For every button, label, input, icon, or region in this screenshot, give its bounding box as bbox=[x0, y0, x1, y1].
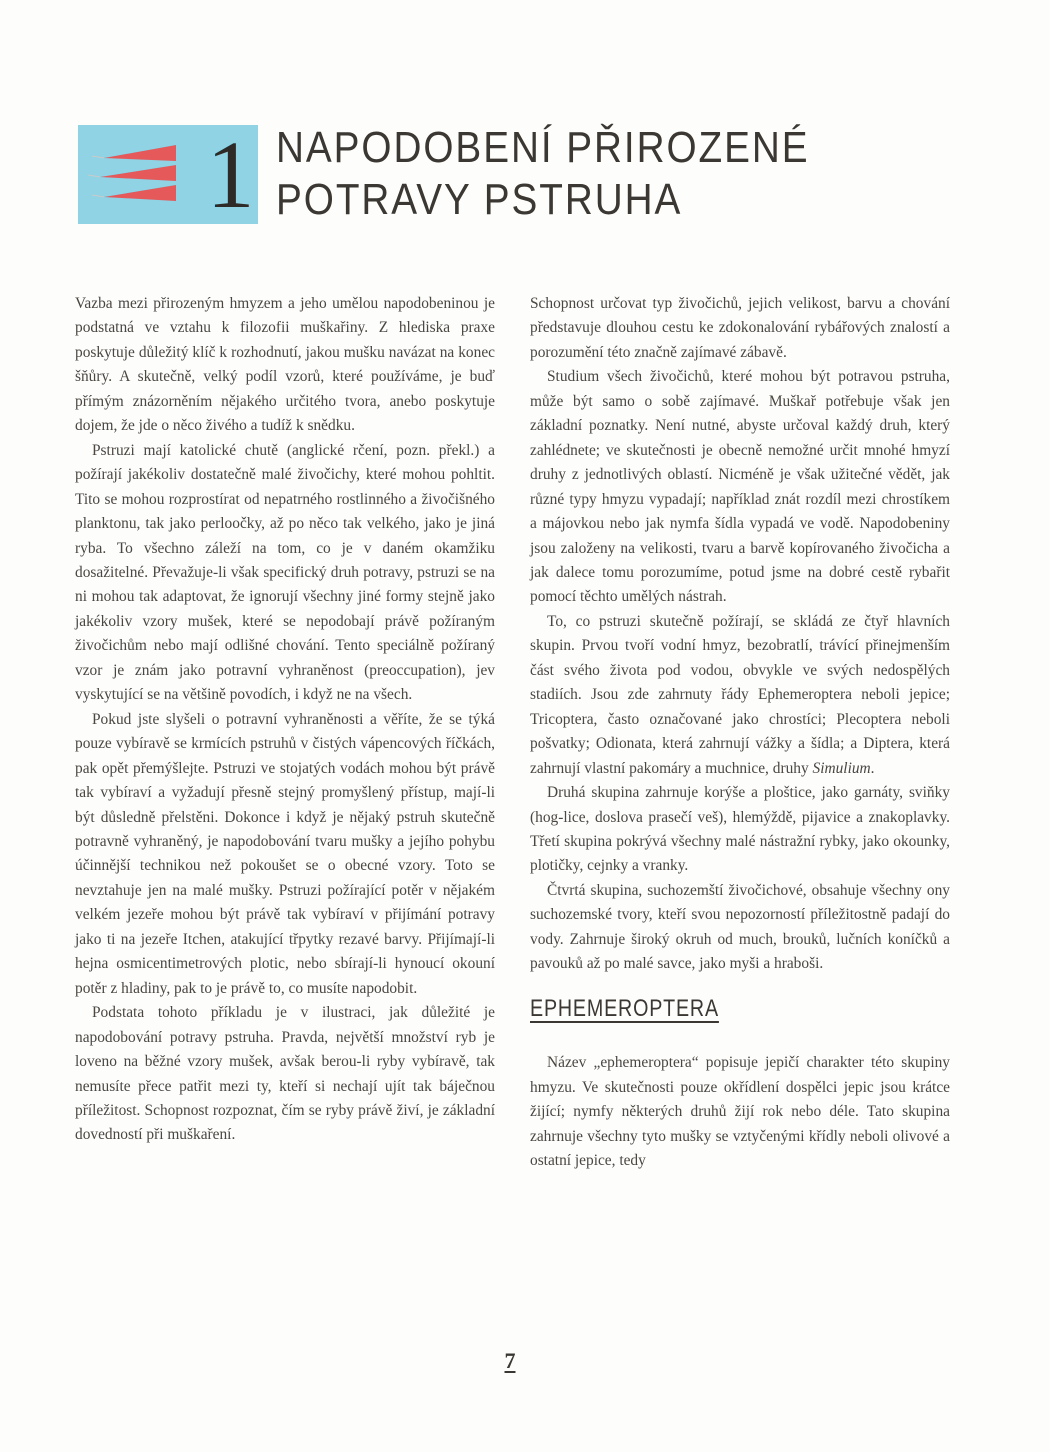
chapter-number: 1 bbox=[206, 121, 255, 228]
paragraph: Druhá skupina zahrnuje korýše a ploštice, jako garnáty, sviňky (hog-lice, doslova prasečí veš), hlemýždě, pijavice a znakoplavky. Třetí skupina pokrývá všechny malé nástražní rybky, jako okounky, plotičky, cejnky a vranky. bbox=[530, 784, 950, 875]
chapter-title: NAPODOBENÍ PŘIROZENÉ POTRAVY PSTRUHA bbox=[276, 123, 810, 224]
paragraph: Název „ephemeroptera“ popisuje jepičí charakter této skupiny hmyzu. Ve skutečnosti pouze okřídlení dospělci jepic jsou krátce žijící; nymfy některých druhů žijí rok nebo déle. Tato skupina zahrnuje všechny tyto mušky se vztyčenými křídly neboli olivové a ostatní jepice, tedy bbox=[530, 1054, 950, 1169]
stripe-3 bbox=[104, 185, 176, 201]
paragraph-groups bbox=[530, 610, 950, 781]
chapter-badge bbox=[78, 121, 258, 228]
chapter-stripes-graphic bbox=[78, 125, 203, 224]
paragraph-text: To, co pstruzi skutečně požírají, se skládá ze čtyř hlavních skupin. Prvou tvoří vodní hmyz, bezobratlí, trávící přinejmenším část svého života pod vodou, obvykle ve svých nedospělých stadiích. Jsou zde zahrnuty řády Ephemeroptera neboli jepice; Tricoptera, často označované jako chrostíci; Plecoptera neboli pošvatky; Odionata, která zahrnují vážky a šídla; a Diptera, která zahrnují vlastní pakomáry a muchnice, druhy bbox=[530, 612, 950, 777]
paragraph: Studium všech živočichů, které mohou být potravou pstruha, může být samo o sobě zajímavé. Muškař potřebuje však jen základní poznatky. Není nutné, abyste určoval každý druh, který zahlédnete; ve skutečnosti je obecně nemožné určit mnohé hmyzí druhy z jednotlivých oblastí. Nicméně je však užitečné vědět, jak různé typy hmyzu vypadají; například znát rozdíl mezi chrostíkem a májovkou nebo jak nymfa šídla vypadá ve vodě. Napodobeniny jsou založeny na velikosti, tvaru a barvě kopírovaného živočicha a jak dalece tomu porozumíme, potud jsme na dobré cestě rybařit pomocí těchto umělých nástrah. bbox=[530, 368, 950, 606]
paragraph-text: . bbox=[870, 759, 875, 777]
paragraph: Pokud jste slyšeli o potravní vyhraněnosti a věříte, že se týká pouze vybíravě se krmících pstruhů v čistých vápencových říčkách, pak opět přemýšlejte. Pstruzi ve stojatých vodách mohou být právě tak vybíraví a vyžadují přesně stejný promyšlený přístup, mají-li být důsledně přelstěni. Dokonce i když je nějaký pstruh skutečně potravně vyhraněný, je napodobování tvaru mušky a jejího pohybu účinnější technikou než pokoušet se o obecné vzory. Toto se nevztahuje jen na malé mušky. Pstruzi požírající potěr v nějakém velkém jezeře mohou být právě tak vybíraví v přijímání potravy jako ti na jezeře Itchen, atakující třpytky rezavé barvy. Přijímají-li hejna osmicentimetrových plotic, nebo sbírají-li hynoucí okouní potěr z hladiny, pak to je právě to, co musíte napodobit. bbox=[75, 710, 495, 997]
paragraph: Schopnost určovat typ živočichů, jejich velikost, barvu a chování představuje dlouhou cestu ke zdokonalování rybářových znalostí a porozumění této značně zajímavé zábavě. bbox=[530, 295, 950, 361]
right-column bbox=[530, 292, 950, 1173]
paragraph: Podstata tohoto příkladu je v ilustraci, jak důležité je napodobování potravy pstruha. Pravda, největší množství ryb je loveno na běžné vzory mušek, avšak berou-li ryby vybíravě, tak nemusíte přece patřit mezi ty, kteří si nechají ujít tak báječnou příležitost. Schopnost rozpoznat, čím se ryby právě živí, je základní dovedností při muškaření. bbox=[75, 1004, 495, 1144]
paragraph: Čtvrtá skupina, suchozemští živočichové, obsahuje všechny ony suchozemské tvory, kteří svou nepozorností příležitostně padají do vody. Zahrnuje široký okruh od much, brouků, lučních koníčků a pavouků až po malé savce, jako myši a hraboši. bbox=[530, 881, 950, 973]
species-name: Simulium bbox=[812, 759, 871, 777]
paragraph: Pstruzi mají katolické chutě (anglické rčení, pozn. překl.) a požírají jakékoliv dostatečně malé živočichy, které mohou pohltit. Tito se mohou rozprostírat od nepatrného rostlinného a živočišného planktonu, tak jako perloočky, až po něco tak velkého, jako je jiná ryba. To všechno záleží na tom, co je v daném okamžiku dosažitelné. Převažuje-li však specifický druh potravy, pstruzi se na ni mohou tak adaptovat, že ignorují všechny jiné formy stejně jako jakékoliv vzory mušek, které se nepodobají právě požíraným živočichům nebo mají odlišné chování. Tento speciálně požíraný vzor je znám jako potravní vyhraněnost (preoccupation), jev vyskytující se na většině povodích, i když ne na všech. bbox=[75, 441, 495, 704]
page-number: 7 bbox=[504, 1348, 516, 1373]
stripe-2 bbox=[100, 165, 176, 181]
left-column bbox=[75, 292, 495, 1148]
stripe-1 bbox=[104, 145, 176, 161]
section-heading: EPHEMEROPTERA bbox=[530, 994, 719, 1022]
paragraph: Vazba mezi přirozeným hmyzem a jeho umělou napodobeninou je podstatná ve vztahu k filozofii muškařiny. Z hlediska praxe poskytuje důležitý klíč k rozhodnutí, jakou mušku navázat na konec šňůry. A skutečně, velký podíl vzorů, které používáme, je buď přímým znázorněním nějakého určitého tvora, anebo poskytuje dojem, že jde o něco živého a tudíž k snědku. bbox=[75, 295, 495, 435]
